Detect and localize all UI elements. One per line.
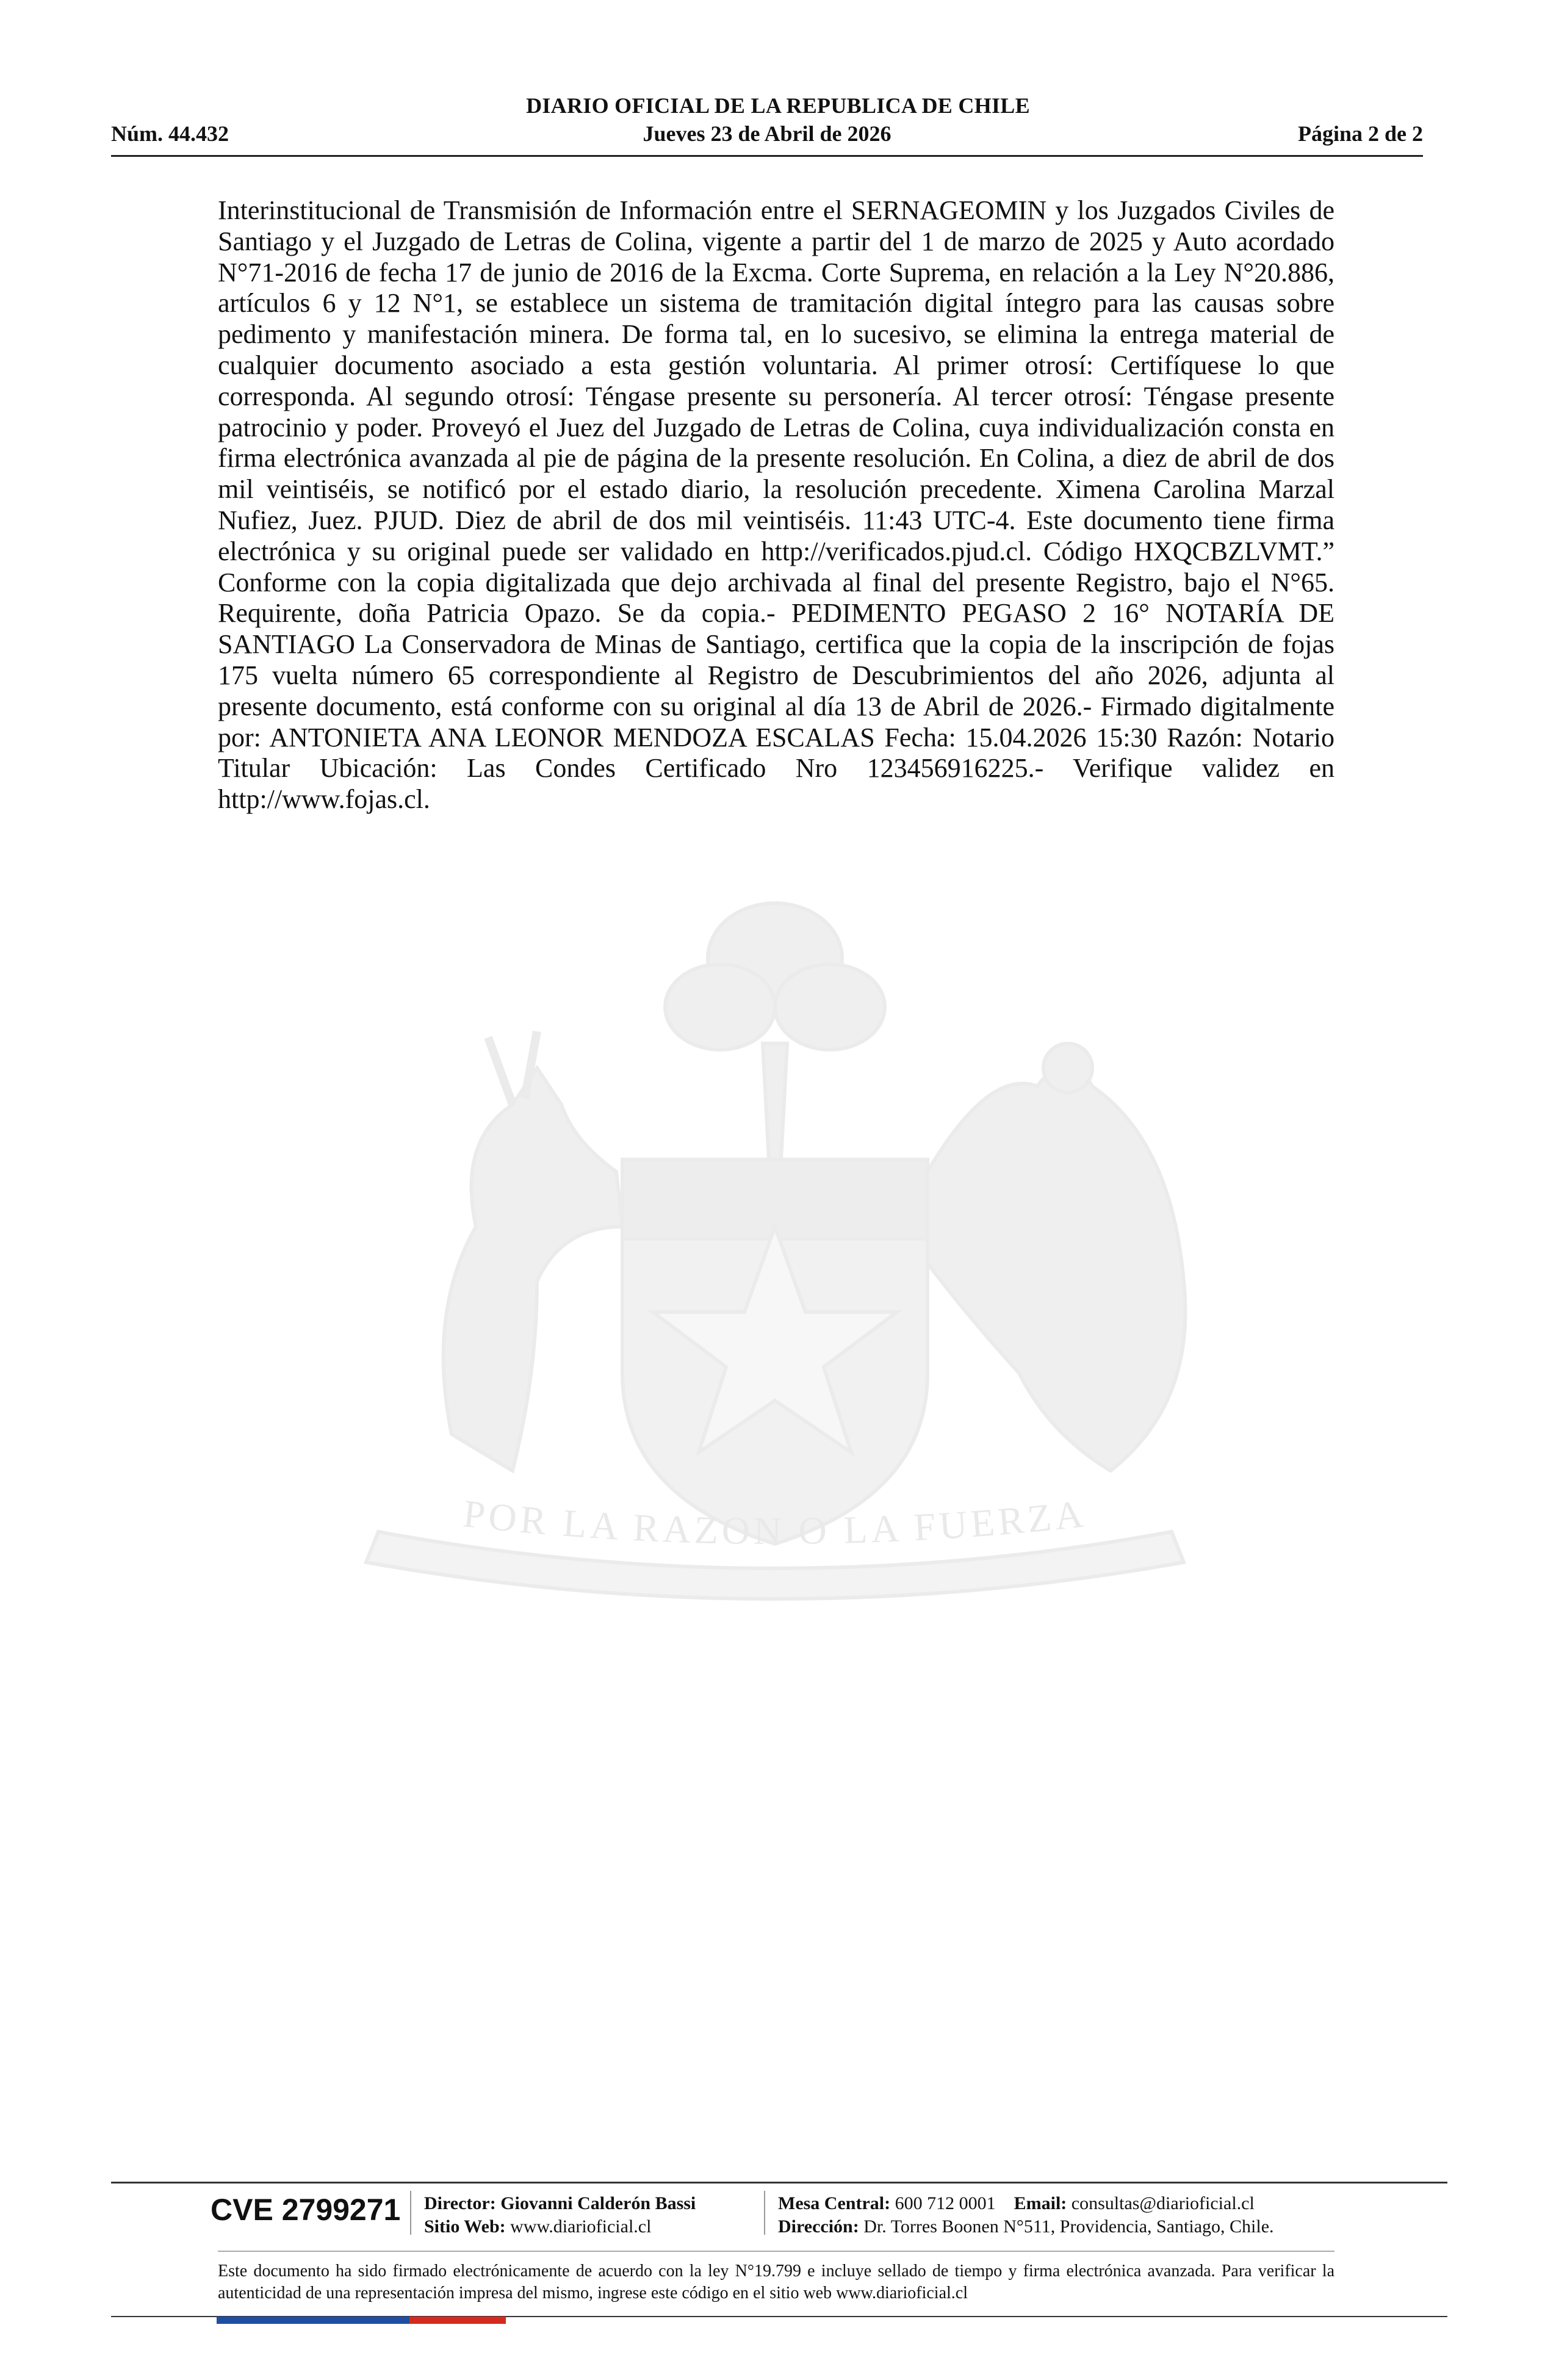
email-label: Email: — [1014, 2193, 1067, 2213]
footer-separator — [410, 2191, 411, 2235]
page-number: Página 2 de 2 — [1297, 121, 1423, 146]
flag-color-bar — [217, 2317, 506, 2324]
footer-director-block — [424, 2192, 696, 2238]
signature-note: Este documento ha sido firmado electrónicamente de acuerdo con la ley N°19.799 e incluye sellado de tiempo y firma electrónica avanzada. Para verificar la autenticidad de una representación impresa del mismo, ingrese este código en el sitio web www.diarioficial.cl — [218, 2262, 1334, 2302]
issue-date: Jueves 23 de Abril de 2026 — [643, 121, 891, 146]
document-body: Interinstitucional de Transmisión de Información entre el SERNAGEOMIN y los Juzgados Civiles de Santiago y el Juzgado de Letras de Colina, vigente a partir del 1 de marzo de 2025 y Auto acordado N°71-2016 de fecha 17 de junio de 2016 de la Excma. Corte Suprema, en relación a la Ley N°20.886, artículos 6 y 12 N°1, se establece un sistema de tramitación digital íntegro para las causas sobre pedimento y manifestación minera. De forma tal, en lo sucesivo, se elimina la entrega material de cualquier documento asociado a esta gestión voluntaria. Al primer otrosí: Certifíquese lo que corresponda. Al segundo otrosí: Téngase presente su personería. Al tercer otrosí: Téngase presente patrocinio y poder. Proveyó el Juez del Juzgado de Letras de Colina, cuya individualización consta en firma electrónica avanzada al pie de página de la presente resolución. En Colina, a diez de abril de dos mil veintiséis, se notificó por el estado diario, la resolución precedente. Ximena Carolina Marzal Nufiez, Juez. PJUD. Diez de abril de dos mil veintiséis. 11:43 UTC-4. Este documento tiene firma electrónica y su original puede ser validado en http://verificados.pjud.cl. Código HXQCBZLVMT.” Conforme con la copia digitalizada que dejo archivada al final del presente Registro, bajo el N°65. Requirente, doña Patricia Opazo. Se da copia.- PEDIMENTO PEGASO 2 16° NOTARÍA DE SANTIAGO La Conservadora de Minas de Santiago, certifica que la copia de la inscripción de fojas 175 vuelta número 65 correspondiente al Registro de Descubrimientos del año 2026, adjunta al presente documento, está conforme con su original al día 13 de Abril de 2026.- Firmado digitalmente por: ANTONIETA ANA LEONOR MENDOZA ESCALAS Fecha: 15.04.2026 15:30 Razón: Notario Titular Ubicación: Las Condes Certificado Nro 123456916225.- Verifique validez en http://www.fojas.cl. — [218, 195, 1334, 815]
footer-separator — [764, 2191, 765, 2235]
coat-of-arms-icon — [195, 885, 1355, 1678]
website-link[interactable]: www.diarioficial.cl — [510, 2216, 652, 2237]
flag-stripe-red — [409, 2317, 506, 2324]
email-link[interactable]: consultas@diarioficial.cl — [1071, 2193, 1255, 2213]
phone-number: 600 712 0001 — [895, 2193, 996, 2213]
director-name: Giovanni Calderón Bassi — [500, 2193, 696, 2213]
footer-contact-block — [778, 2192, 1274, 2238]
flag-stripe-blue — [313, 2317, 409, 2324]
footer-divider-top — [111, 2182, 1447, 2183]
coat-of-arms-motto: POR LA RAZON O LA FUERZA — [461, 1491, 1089, 1553]
footer-divider-mid — [218, 2251, 1334, 2252]
newspaper-title: DIARIO OFICIAL DE LA REPUBLICA DE CHILE — [526, 93, 1030, 118]
cve-code: CVE 2799271 — [211, 2193, 401, 2227]
phone-label: Mesa Central: — [778, 2193, 891, 2213]
flag-stripe-blue — [217, 2317, 313, 2324]
header-divider — [111, 155, 1423, 157]
address-value: Dr. Torres Boonen N°511, Providencia, Santiago, Chile. — [863, 2216, 1274, 2237]
website-label: Sitio Web: — [424, 2216, 506, 2237]
address-label: Dirección: — [778, 2216, 859, 2237]
issue-number: Núm. 44.432 — [111, 121, 229, 146]
director-label: Director: — [424, 2193, 496, 2213]
